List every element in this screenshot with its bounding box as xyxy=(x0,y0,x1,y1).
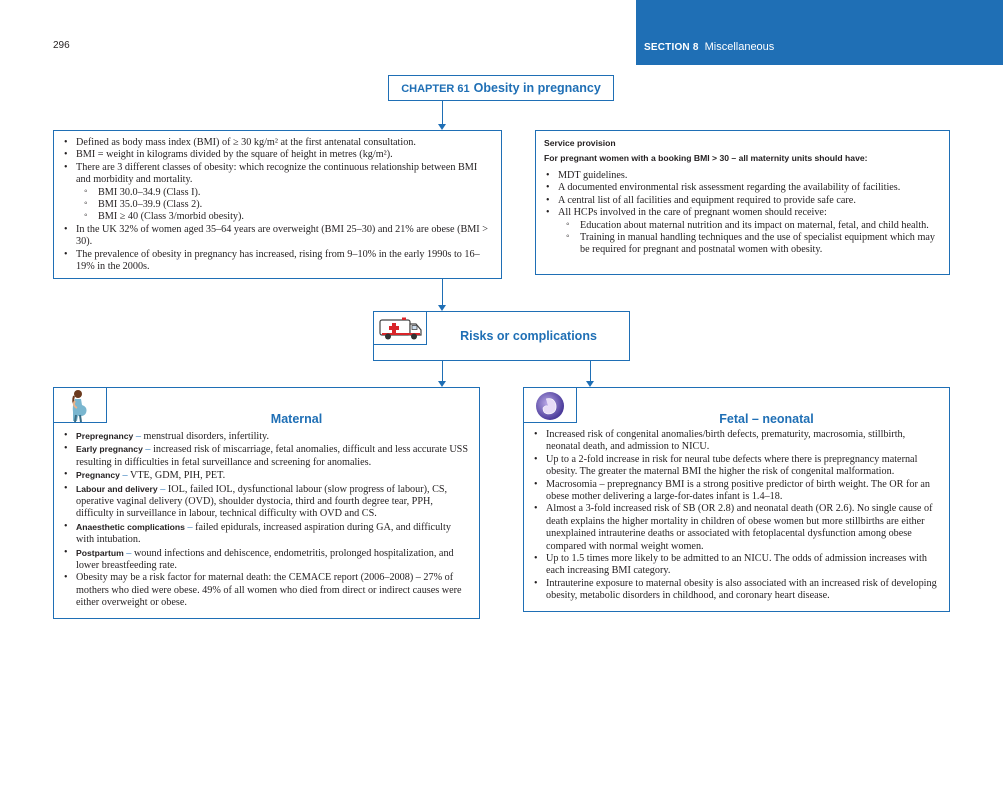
list-item xyxy=(62,443,471,469)
risk-text: IOL, failed IOL, dysfunctional labour (slow progress of labour), CS, operative vaginal delivery (OVD), shoulder dystocia, third and fourth degree tear, PPH, difficulty in surveillance in labour, technical difficulty with OVD and CS. xyxy=(76,483,448,520)
list-item xyxy=(62,547,471,573)
section-header-band xyxy=(636,0,1003,65)
list-item: • Defined as body mass index (BMI) of ≥ 30 kg/m² at the first antenatal consultation. xyxy=(62,137,493,149)
list-item: • A central list of all facilities and equipment required to provide safe care. xyxy=(544,195,941,207)
list-item: • Obesity may be a risk factor for maternal death: the CEMACE report (2006–2008) – 27% of mothers who died were obese. 49% of all women who died from direct or indirect causes were either overweight or obese. xyxy=(62,572,471,609)
section-number: SECTION 8 xyxy=(644,42,699,53)
list-item: • Almost a 3-fold increased risk of SB (OR 2.8) and neonatal death (OR 2.6). No single cause of death explains the higher mortality in children of obese women but more stillbirths are either unexplained intrauterine deaths or associated with fetoplacental dysfunction among obese compared with normal weight women. xyxy=(532,503,941,553)
list-item: • Increased risk of congenital anomalies/birth defects, prematurity, macrosomia, stillbirth, neonatal death, and admission to NICU. xyxy=(532,429,941,454)
list-item: • Up to 1.5 times more likely to be admitted to an NICU. The odds of admission increases with each increasing BMI category. xyxy=(532,553,941,578)
risk-term: Early pregnancy xyxy=(76,444,143,455)
section-name: Miscellaneous xyxy=(704,41,775,53)
obesity-class-item: ◦ BMI 35.0–39.9 (Class 2). xyxy=(62,199,493,211)
service-provision-box xyxy=(535,130,950,275)
risk-text: wound infections and dehiscence, endometritis, prolonged hospitalization, and lower breastfeeding rate. xyxy=(76,547,454,572)
chapter-label: CHAPTER 61 xyxy=(401,83,470,95)
risk-term: Prepregnancy xyxy=(76,431,134,441)
list-item: • Up to a 2-fold increase in risk for neural tube defects where there is prepregnancy maternal obesity. The greater the maternal BMI the higher the risk of congenital malformation. xyxy=(532,454,941,479)
service-provision-list xyxy=(544,170,941,257)
list-item: • There are 3 different classes of obesity: which recognize the continuous relationship between BMI and morbidity and mortality. xyxy=(62,162,493,187)
definition-list xyxy=(62,137,493,273)
fetus-icon xyxy=(523,387,577,423)
list-item: • BMI = weight in kilograms divided by the square of height in metres (kg/m²). xyxy=(62,149,493,161)
list-item xyxy=(62,469,471,482)
sub-list-item: ◦ Education about maternal nutrition and its impact on maternal, fetal, and child health. xyxy=(544,220,941,232)
dash-separator: – xyxy=(187,521,193,533)
list-item: • Macrosomia – prepregnancy BMI is a strong positive predictor of birth weight. The OR for an obese mother delivering a large-for-dates infant is 1.4–18. xyxy=(532,479,941,504)
list-item xyxy=(62,430,471,443)
risk-term: Pregnancy xyxy=(76,470,120,481)
connector-line xyxy=(442,101,443,125)
maternal-list xyxy=(62,430,471,610)
risk-term: Labour and delivery xyxy=(76,483,158,494)
connector-line xyxy=(590,361,591,382)
maternal-title: Maternal xyxy=(270,412,323,426)
list-item: • In the UK 32% of women aged 35–64 years are overweight (BMI 25–30) and 21% are obese (BMI > 30). xyxy=(62,224,493,249)
service-provision-subheading: For pregnant women with a booking BMI > 30 – all maternity units should have: xyxy=(544,153,868,163)
list-item xyxy=(62,483,471,521)
dash-separator: – xyxy=(122,470,128,482)
risk-text: VTE, GDM, PIH, PET. xyxy=(129,470,226,482)
risk-term: Postpartum xyxy=(76,547,124,558)
service-provision-heading: Service provision xyxy=(544,138,616,148)
connector-line xyxy=(442,279,443,306)
obesity-class-item: ◦ BMI ≥ 40 (Class 3/morbid obesity). xyxy=(62,211,493,223)
section-heading xyxy=(644,41,774,53)
risk-text: increased risk of miscarriage, fetal anomalies, difficult and less accurate USS resulting in difficulties in fetal surveillance and screening for anomalies. xyxy=(76,444,469,468)
chapter-title-box xyxy=(388,75,614,101)
obesity-class-item: ◦ BMI 30.0–34.9 (Class I). xyxy=(62,187,493,199)
risk-term: Anaesthetic complications xyxy=(76,521,185,532)
risk-text: failed epidurals, increased aspiration during GA, and difficulty with intubation. xyxy=(76,521,451,546)
list-item xyxy=(62,521,471,547)
list-item: • All HCPs involved in the care of pregnant women should receive: xyxy=(544,207,941,219)
fetal-list xyxy=(532,429,941,603)
connector-line xyxy=(442,361,443,382)
dash-separator: – xyxy=(126,547,132,559)
dash-separator: – xyxy=(145,444,151,456)
fetal-neonatal-box xyxy=(523,387,950,612)
list-item: • MDT guidelines. xyxy=(544,170,941,182)
chapter-title: Obesity in pregnancy xyxy=(473,81,601,95)
risks-box xyxy=(373,311,630,361)
list-item: • A documented environmental risk assessment regarding the availability of facilities. xyxy=(544,182,941,194)
risk-text: menstrual disorders, infertility. xyxy=(143,431,270,442)
fetal-neonatal-title: Fetal – neonatal xyxy=(719,412,814,426)
dash-separator: – xyxy=(160,483,166,495)
maternal-box xyxy=(53,387,480,619)
pregnant-woman-icon xyxy=(53,387,107,423)
list-item: • Intrauterine exposure to maternal obesity is also associated with an increased risk of developing obesity, metabolic disorders in childhood, and coronary heart disease. xyxy=(532,578,941,603)
page-number: 296 xyxy=(53,40,70,51)
dash-separator: – xyxy=(135,431,141,442)
list-item: • The prevalence of obesity in pregnancy has increased, rising from 9–10% in the early 1990s to 16–19% in the 2000s. xyxy=(62,249,493,274)
definition-box xyxy=(53,130,502,279)
sub-list-item: ◦ Training in manual handling techniques and the use of specialist equipment which may be required for pregnant and postnatal women with obesity. xyxy=(544,232,941,257)
risks-title: Risks or complications xyxy=(460,329,597,343)
ambulance-icon xyxy=(373,311,427,345)
